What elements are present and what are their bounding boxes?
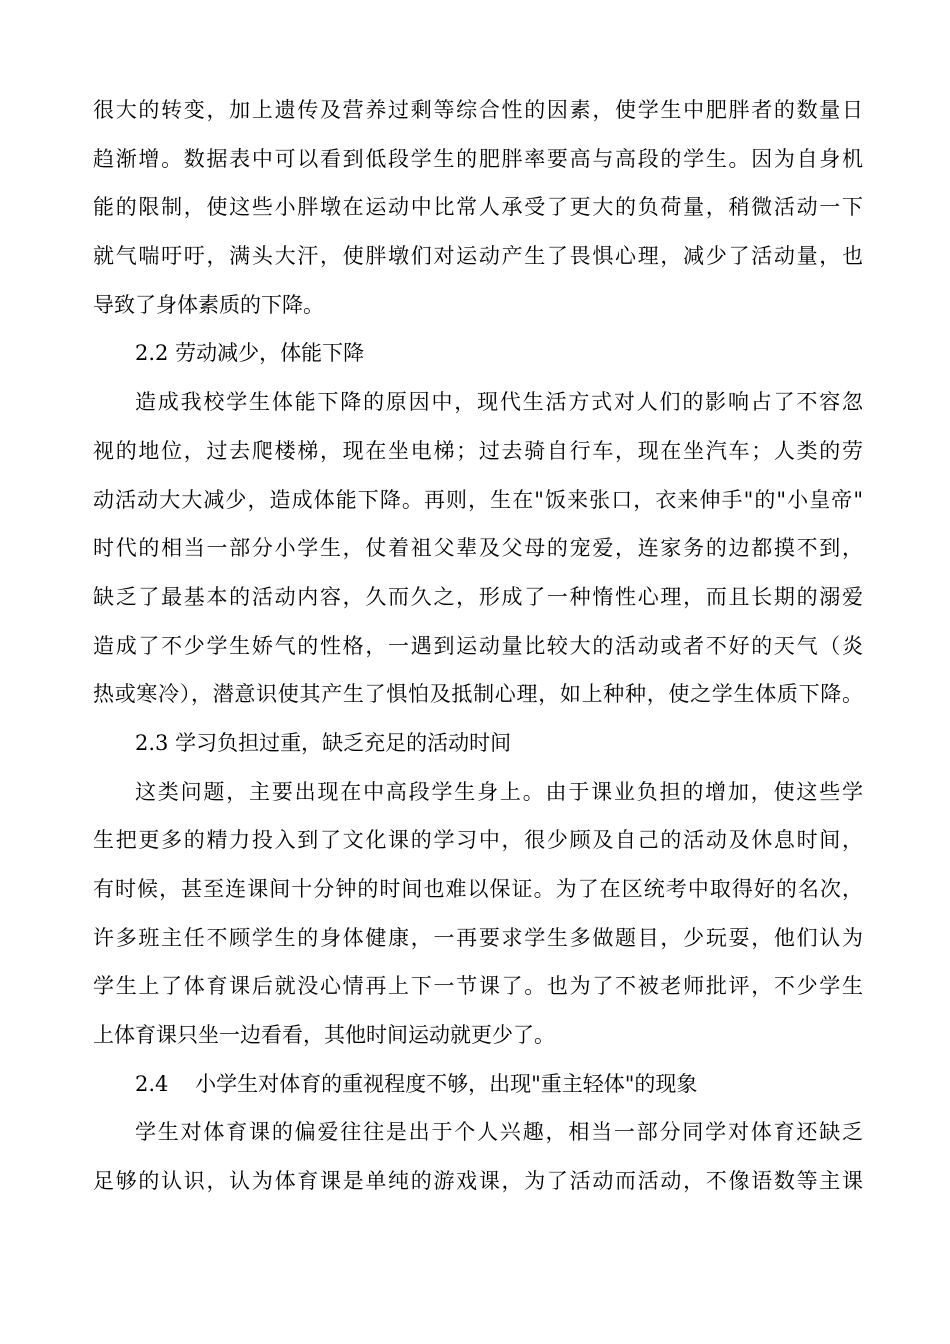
paragraph-line: 足够的认识，认为体育课是单纯的游戏课，为了活动而活动，不像语数等主课 [93, 1169, 863, 1194]
paragraph-line: 很大的转变，加上遗传及营养过剩等综合性的因素，使学生中肥胖者的数量日 [93, 98, 863, 122]
paragraph-line: 就气喘吁吁，满头大汗，使胖墩们对运动产生了畏惧心理，减少了活动量，也 [93, 244, 863, 269]
paragraph-line: 有时候，甚至连课间十分钟的时间也难以保证。为了在区统考中取得好的名次， [93, 877, 863, 901]
paragraph-line: 动活动大大减少，造成体能下降。再则，生在"饭来张口，衣来伸手"的"小皇帝" [93, 487, 863, 512]
paragraph-line-last: 上体育课只坐一边看看，其他时间运动就更少了。 [93, 1023, 555, 1048]
paragraph-line: 缺乏了最基本的活动内容，久而久之，形成了一种惰性心理，而且长期的溺爱 [93, 584, 863, 609]
paragraph-line-last: 导致了身体素质的下降。 [93, 292, 324, 317]
paragraph-line: 造成我校学生体能下降的原因中，现代生活方式对人们的影响占了不容忽 [135, 390, 863, 415]
section-heading-2-4: 2.4 小学生对体育的重视程度不够，出现"重主轻体"的现象 [135, 1071, 698, 1096]
paragraph-line: 趋渐增。数据表中可以看到低段学生的肥胖率要高与高段的学生。因为自身机 [93, 146, 863, 171]
paragraph-line: 时代的相当一部分小学生，仗着祖父辈及父母的宠爱，连家务的边都摸不到， [93, 536, 863, 561]
paragraph-line: 生把更多的精力投入到了文化课的学习中，很少顾及自己的活动及休息时间， [93, 828, 863, 853]
paragraph-line: 能的限制，使这些小胖墩在运动中比常人承受了更大的负荷量，稍微活动一下 [93, 195, 863, 220]
paragraph-line: 这类问题，主要出现在中高段学生身上。由于课业负担的增加，使这些学 [135, 779, 863, 804]
paragraph-line: 视的地位，过去爬楼梯，现在坐电梯；过去骑自行车，现在坐汽车；人类的劳 [93, 438, 863, 463]
paragraph-line: 许多班主任不顾学生的身体健康，一再要求学生多做题目，少玩耍，他们认为 [93, 925, 863, 950]
paragraph-line: 学生上了体育课后就没心情再上下一节课了。也为了不被老师批评，不少学生 [93, 974, 863, 999]
document-page [93, 86, 863, 1206]
section-heading-2-3: 2.3 学习负担过重，缺乏充足的活动时间 [135, 730, 512, 755]
paragraph-line: 造成了不少学生娇气的性格，一遇到运动量比较大的活动或者不好的天气（炎 [93, 633, 863, 658]
paragraph-line: 热或寒冷），潜意识使其产生了惧怕及抵制心理，如上种种，使之学生体质下降。 [93, 682, 863, 707]
section-heading-2-2: 2.2 劳动减少，体能下降 [135, 341, 365, 366]
paragraph-line: 学生对体育课的偏爱往往是出于个人兴趣，相当一部分同学对体育还缺乏 [135, 1120, 863, 1145]
